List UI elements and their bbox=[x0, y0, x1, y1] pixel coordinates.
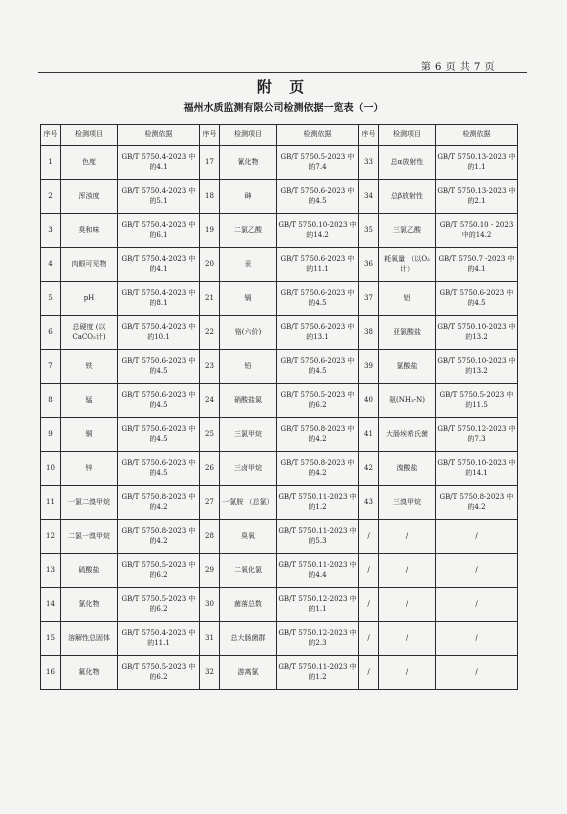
test-item: / bbox=[379, 554, 436, 588]
test-basis: / bbox=[436, 622, 518, 656]
test-item: 汞 bbox=[220, 248, 277, 282]
table-row bbox=[41, 452, 518, 486]
test-basis: GB/T 5750.12-2023 中的7.3 bbox=[436, 418, 518, 452]
test-item: / bbox=[379, 622, 436, 656]
test-item: 肉眼可见物 bbox=[61, 248, 118, 282]
test-item: 铬(六价) bbox=[220, 316, 277, 350]
col-header-no: 序号 bbox=[359, 125, 379, 146]
table-row bbox=[41, 486, 518, 520]
row-number: 29 bbox=[200, 554, 220, 588]
row-number: 37 bbox=[359, 282, 379, 316]
page-number: 第 6 页 共 7 页 bbox=[420, 62, 495, 73]
col-header-basis: 检测依据 bbox=[436, 125, 518, 146]
test-item: 总β放射性 bbox=[379, 180, 436, 214]
table-row bbox=[41, 248, 518, 282]
test-basis: GB/T 5750.11-2023 中的1.2 bbox=[277, 486, 359, 520]
test-basis: GB/T 5750.6-2023 中的4.5 bbox=[118, 418, 200, 452]
row-number: 14 bbox=[41, 588, 61, 622]
row-number: 11 bbox=[41, 486, 61, 520]
test-item: 臭和味 bbox=[61, 214, 118, 248]
test-item: / bbox=[379, 520, 436, 554]
test-item: pH bbox=[61, 282, 118, 316]
test-basis: GB/T 5750.11-2023 中的4.4 bbox=[277, 554, 359, 588]
test-basis: GB/T 5750.4-2023 中的8.1 bbox=[118, 282, 200, 316]
test-basis: GB/T 5750.8-2023 中的4.2 bbox=[277, 418, 359, 452]
col-header-item: 检测项目 bbox=[220, 125, 277, 146]
test-item: 硝酸盐氮 bbox=[220, 384, 277, 418]
row-number: 39 bbox=[359, 350, 379, 384]
row-number: 25 bbox=[200, 418, 220, 452]
row-number: 42 bbox=[359, 452, 379, 486]
test-basis: GB/T 5750.4-2023 中的4.1 bbox=[118, 248, 200, 282]
test-basis: GB/T 5750.8-2023 中的4.2 bbox=[118, 520, 200, 554]
col-header-no: 序号 bbox=[41, 125, 61, 146]
test-basis: GB/T 5750.4-2023 中的11.1 bbox=[118, 622, 200, 656]
test-basis: GB/T 5750.5-2023 中的6.2 bbox=[118, 554, 200, 588]
row-number: 22 bbox=[200, 316, 220, 350]
table-row bbox=[41, 588, 518, 622]
row-number: 15 bbox=[41, 622, 61, 656]
test-basis: GB/T 5750.10-2023 中的14.1 bbox=[436, 452, 518, 486]
row-number: 16 bbox=[41, 656, 61, 690]
row-number: 28 bbox=[200, 520, 220, 554]
table-row bbox=[41, 656, 518, 690]
row-number: 4 bbox=[41, 248, 61, 282]
test-basis: GB/T 5750.11-2023 中的1.2 bbox=[277, 656, 359, 690]
col-header-basis: 检测依据 bbox=[118, 125, 200, 146]
test-item: 色度 bbox=[61, 146, 118, 180]
row-number: 13 bbox=[41, 554, 61, 588]
test-item: 游离氯 bbox=[220, 656, 277, 690]
test-basis: GB/T 5750.5-2023 中的6.2 bbox=[118, 656, 200, 690]
test-item: / bbox=[379, 588, 436, 622]
test-basis: GB/T 5750.13-2023 中的2.1 bbox=[436, 180, 518, 214]
test-basis: GB/T 5750.11-2023 中的5.3 bbox=[277, 520, 359, 554]
test-item: 氨(NH₃-N) bbox=[379, 384, 436, 418]
row-number: 19 bbox=[200, 214, 220, 248]
test-item: 三卤甲烷 bbox=[220, 452, 277, 486]
test-item: 三氯甲烷 bbox=[220, 418, 277, 452]
test-basis: / bbox=[436, 520, 518, 554]
test-item: 一氯胺 （总氯） bbox=[220, 486, 277, 520]
row-number: 6 bbox=[41, 316, 61, 350]
row-number: 23 bbox=[200, 350, 220, 384]
test-basis: GB/T 5750.5-2023 中的6.2 bbox=[118, 588, 200, 622]
row-number: 27 bbox=[200, 486, 220, 520]
table-row bbox=[41, 384, 518, 418]
test-basis: GB/T 5750.10-2023 中的13.2 bbox=[436, 316, 518, 350]
row-number: 20 bbox=[200, 248, 220, 282]
row-number: 2 bbox=[41, 180, 61, 214]
row-number: 17 bbox=[200, 146, 220, 180]
test-item: 溶解性总固体 bbox=[61, 622, 118, 656]
test-item: 菌落总数 bbox=[220, 588, 277, 622]
row-number: 10 bbox=[41, 452, 61, 486]
test-basis: GB/T 5750.4-2023 中的6.1 bbox=[118, 214, 200, 248]
row-number: / bbox=[359, 622, 379, 656]
test-basis: / bbox=[436, 588, 518, 622]
test-basis: GB/T 5750.6-2023 中的4.5 bbox=[277, 350, 359, 384]
test-basis: GB/T 5750.7 -2023 中的4.1 bbox=[436, 248, 518, 282]
row-number: 26 bbox=[200, 452, 220, 486]
col-header-item: 检测项目 bbox=[61, 125, 118, 146]
test-basis: GB/T 5750.8-2023 中的4.2 bbox=[436, 486, 518, 520]
row-number: 34 bbox=[359, 180, 379, 214]
test-basis: GB/T 5750.8-2023 中的4.2 bbox=[118, 486, 200, 520]
test-basis: GB/T 5750.6-2023 中的4.5 bbox=[118, 452, 200, 486]
row-number: / bbox=[359, 520, 379, 554]
test-item: 总硬度 (以CaCO₃计) bbox=[61, 316, 118, 350]
test-item: 铝 bbox=[379, 282, 436, 316]
test-basis: GB/T 5750.4-2023 中的10.1 bbox=[118, 316, 200, 350]
row-number: 30 bbox=[200, 588, 220, 622]
test-basis: / bbox=[436, 554, 518, 588]
header-rule bbox=[38, 72, 527, 73]
row-number: 12 bbox=[41, 520, 61, 554]
col-header-item: 检测项目 bbox=[379, 125, 436, 146]
table-body bbox=[41, 146, 518, 690]
row-number: 43 bbox=[359, 486, 379, 520]
test-basis: GB/T 5750.6-2023 中的4.5 bbox=[277, 282, 359, 316]
row-number: 41 bbox=[359, 418, 379, 452]
table-row bbox=[41, 622, 518, 656]
test-item: 三溴甲烷 bbox=[379, 486, 436, 520]
row-number: 8 bbox=[41, 384, 61, 418]
test-item: 铜 bbox=[61, 418, 118, 452]
test-item: 硫酸盐 bbox=[61, 554, 118, 588]
row-number: 7 bbox=[41, 350, 61, 384]
test-item: 锌 bbox=[61, 452, 118, 486]
test-item: 溴酸盐 bbox=[379, 452, 436, 486]
test-item: 镉 bbox=[220, 282, 277, 316]
row-number: 24 bbox=[200, 384, 220, 418]
test-item: 氰化物 bbox=[220, 146, 277, 180]
col-header-basis: 检测依据 bbox=[277, 125, 359, 146]
test-basis: GB/T 5750.10 - 2023 中的14.2 bbox=[436, 214, 518, 248]
test-basis: GB/T 5750.6-2023 中的11.1 bbox=[277, 248, 359, 282]
test-basis: GB/T 5750.6-2023 中的4.5 bbox=[436, 282, 518, 316]
test-item: 二氯乙酸 bbox=[220, 214, 277, 248]
test-basis: GB/T 5750.4-2023 中的4.1 bbox=[118, 146, 200, 180]
test-basis: GB/T 5750.12-2023 中的2.3 bbox=[277, 622, 359, 656]
row-number: 31 bbox=[200, 622, 220, 656]
test-item: 亚氯酸盐 bbox=[379, 316, 436, 350]
row-number: 1 bbox=[41, 146, 61, 180]
row-number: 18 bbox=[200, 180, 220, 214]
test-item: 总α放射性 bbox=[379, 146, 436, 180]
test-basis: GB/T 5750.10-2023 中的13.2 bbox=[436, 350, 518, 384]
test-basis: GB/T 5750.10-2023 中的14.2 bbox=[277, 214, 359, 248]
test-item: 氟化物 bbox=[61, 656, 118, 690]
row-number: 35 bbox=[359, 214, 379, 248]
row-number: 36 bbox=[359, 248, 379, 282]
row-number: / bbox=[359, 588, 379, 622]
table-row bbox=[41, 146, 518, 180]
test-basis: GB/T 5750.12-2023 中的1.1 bbox=[277, 588, 359, 622]
table-row bbox=[41, 180, 518, 214]
test-basis: GB/T 5750.6-2023 中的4.5 bbox=[118, 384, 200, 418]
row-number: / bbox=[359, 656, 379, 690]
test-item: 锰 bbox=[61, 384, 118, 418]
test-item: 大肠埃希氏菌 bbox=[379, 418, 436, 452]
test-item: 氯化物 bbox=[61, 588, 118, 622]
row-number: 21 bbox=[200, 282, 220, 316]
test-item: 铅 bbox=[220, 350, 277, 384]
test-basis: GB/T 5750.5-2023 中的7.4 bbox=[277, 146, 359, 180]
test-item: 氯酸盐 bbox=[379, 350, 436, 384]
test-item: 铁 bbox=[61, 350, 118, 384]
test-item: 三氯乙酸 bbox=[379, 214, 436, 248]
test-item: 总大肠菌群 bbox=[220, 622, 277, 656]
test-item: 二氯一溴甲烷 bbox=[61, 520, 118, 554]
row-number: 3 bbox=[41, 214, 61, 248]
table-row bbox=[41, 350, 518, 384]
test-basis: / bbox=[436, 656, 518, 690]
test-item: 臭氧 bbox=[220, 520, 277, 554]
test-basis: GB/T 5750.13-2023 中的1.1 bbox=[436, 146, 518, 180]
row-number: 5 bbox=[41, 282, 61, 316]
test-item: 浑浊度 bbox=[61, 180, 118, 214]
table-row bbox=[41, 520, 518, 554]
test-item: 砷 bbox=[220, 180, 277, 214]
row-number: / bbox=[359, 554, 379, 588]
row-number: 40 bbox=[359, 384, 379, 418]
col-header-no: 序号 bbox=[200, 125, 220, 146]
test-basis: GB/T 5750.6-2023 中的4.5 bbox=[118, 350, 200, 384]
test-basis: GB/T 5750.4-2023 中的5.1 bbox=[118, 180, 200, 214]
standards-table bbox=[40, 124, 518, 690]
test-item: 二氧化氯 bbox=[220, 554, 277, 588]
table-header-row bbox=[41, 125, 518, 146]
table-row bbox=[41, 316, 518, 350]
test-basis: GB/T 5750.6-2023 中的4.5 bbox=[277, 180, 359, 214]
test-item: 耗氧量 （以O₂计） bbox=[379, 248, 436, 282]
page-title: 附 页 bbox=[256, 78, 311, 96]
test-item: / bbox=[379, 656, 436, 690]
test-basis: GB/T 5750.8-2023 中的4.2 bbox=[277, 452, 359, 486]
row-number: 32 bbox=[200, 656, 220, 690]
table-row bbox=[41, 418, 518, 452]
table-row bbox=[41, 282, 518, 316]
table-row bbox=[41, 554, 518, 588]
test-item: 一氯二溴甲烷 bbox=[61, 486, 118, 520]
row-number: 33 bbox=[359, 146, 379, 180]
row-number: 9 bbox=[41, 418, 61, 452]
test-basis: GB/T 5750.5-2023 中的11.5 bbox=[436, 384, 518, 418]
table-row bbox=[41, 214, 518, 248]
test-basis: GB/T 5750.5-2023 中的6.2 bbox=[277, 384, 359, 418]
row-number: 38 bbox=[359, 316, 379, 350]
test-basis: GB/T 5750.6-2023 中的13.1 bbox=[277, 316, 359, 350]
table-caption: 福州水质监测有限公司检测依据一览表（一） bbox=[183, 103, 384, 114]
